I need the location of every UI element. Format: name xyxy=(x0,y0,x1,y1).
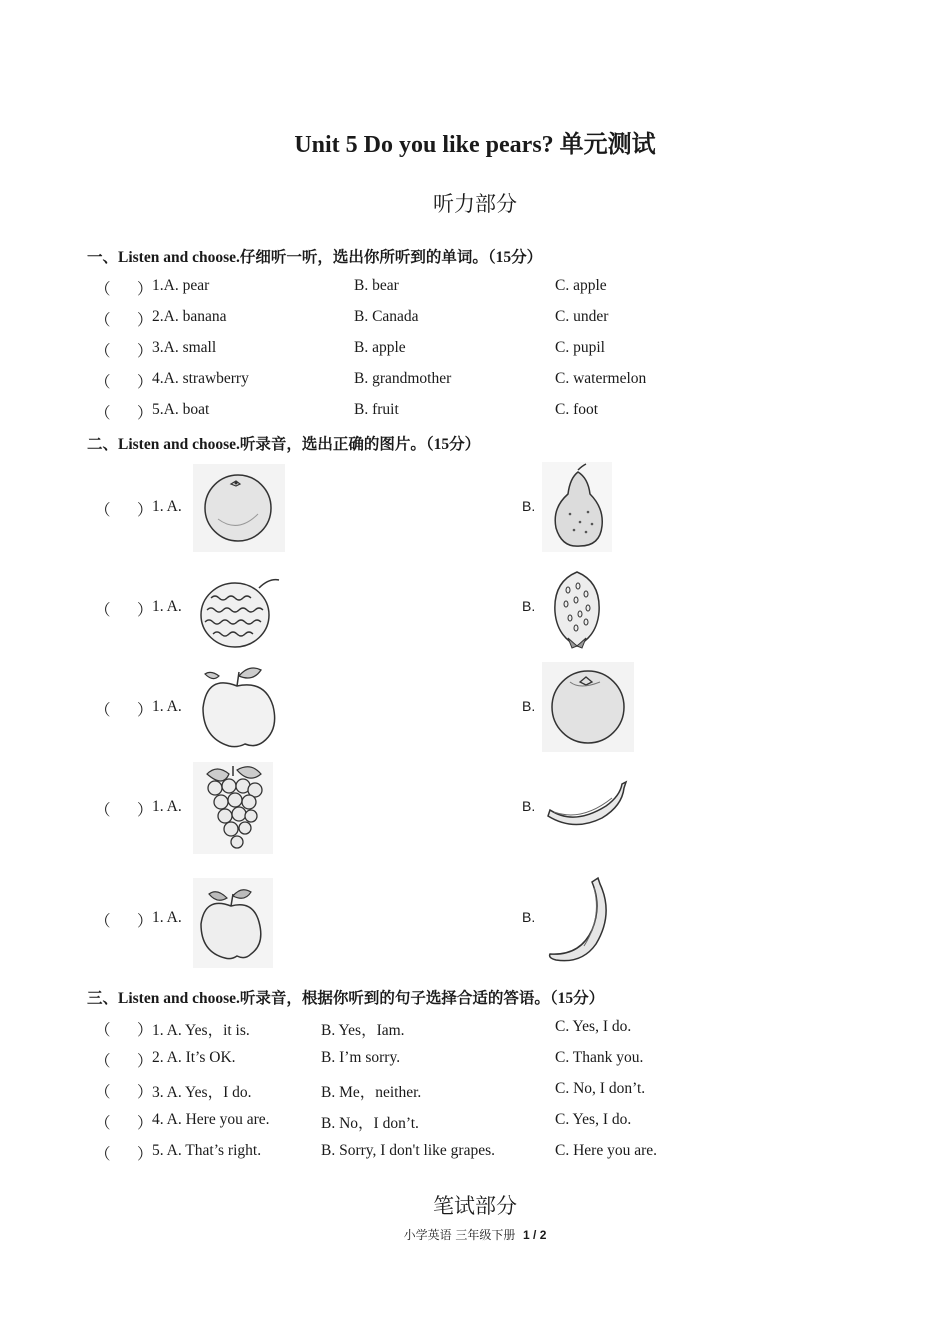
answer-blank-close: ） xyxy=(137,802,153,819)
option-a: 1.A. pear xyxy=(152,277,210,294)
part1-heading: 一、Listen and choose.仔细听一听，选出你所听到的单词。（15分） xyxy=(87,249,543,266)
option-c: C. Thank you. xyxy=(555,1049,644,1066)
part2-heading: 二、Listen and choose.听录音，选出正确的图片。（15分） xyxy=(87,436,481,453)
banana-icon xyxy=(542,776,632,836)
option-a-label: 1. A. xyxy=(152,598,182,615)
answer-blank-close: ） xyxy=(137,1022,153,1039)
answer-blank-close: ） xyxy=(137,602,153,619)
answer-blank-open: （ xyxy=(95,1146,111,1163)
answer-blank-close: ） xyxy=(137,281,153,298)
option-c: C. pupil xyxy=(555,339,605,356)
answer-blank-open: （ xyxy=(95,702,111,719)
option-b: B. No，I don’t. xyxy=(321,1115,419,1132)
answer-blank-open: （ xyxy=(95,281,111,298)
option-c: C. foot xyxy=(555,401,599,418)
option-a: 4. A. Here you are. xyxy=(152,1111,270,1128)
option-b: B. I’m sorry. xyxy=(321,1049,401,1066)
page-title: Unit 5 Do you like pears? 单元测试 xyxy=(294,132,656,158)
part2-question-2 xyxy=(95,562,795,662)
answer-blank-open: （ xyxy=(95,802,111,819)
listening-section-title: 听力部分 xyxy=(433,192,517,216)
part2-question-4 xyxy=(95,762,795,862)
footer-text: 小学英语 三年级下册 xyxy=(403,1228,516,1242)
option-b: B. Yes，Iam. xyxy=(321,1022,405,1039)
option-c: C. Here you are. xyxy=(555,1142,657,1159)
option-a-label: 1. A. xyxy=(152,698,182,715)
answer-blank-open: （ xyxy=(95,374,111,391)
answer-blank-close: ） xyxy=(137,502,153,519)
option-b-label: B. xyxy=(522,498,536,514)
option-a: 5. A. That’s right. xyxy=(152,1142,262,1159)
option-b: B. Me，neither. xyxy=(321,1084,422,1101)
option-a: 5.A. boat xyxy=(152,401,210,418)
strawberry-icon xyxy=(542,566,612,652)
option-a: 2.A. banana xyxy=(152,308,227,325)
option-b: B. apple xyxy=(354,339,406,356)
option-b-label: B. xyxy=(522,909,536,925)
option-b: B. Sorry, I don't like grapes. xyxy=(321,1142,495,1159)
option-c: C. under xyxy=(555,308,609,325)
written-section-title: 笔试部分 xyxy=(433,1194,517,1218)
answer-blank-open: （ xyxy=(95,502,111,519)
part3-heading: 三、Listen and choose.听录音，根据你听到的句子选择合适的答语。（15分） xyxy=(87,990,605,1007)
answer-blank-open: （ xyxy=(95,602,111,619)
option-b: B. fruit xyxy=(354,401,399,418)
option-a: 1. A. Yes，it is. xyxy=(152,1022,250,1039)
apple-icon xyxy=(193,878,273,968)
apple-icon xyxy=(193,664,285,754)
option-a: 2. A. It’s OK. xyxy=(152,1049,236,1066)
orange-icon xyxy=(193,464,285,552)
option-a: 3. A. Yes，I do. xyxy=(152,1084,252,1101)
option-c: C. Yes, I do. xyxy=(555,1111,632,1128)
answer-blank-close: ） xyxy=(137,913,153,930)
option-b: B. Canada xyxy=(354,308,419,325)
answer-blank-close: ） xyxy=(137,405,153,422)
page-number: 1 / 2 xyxy=(523,1228,547,1242)
grapes-icon xyxy=(193,762,273,854)
answer-blank-close: ） xyxy=(137,1146,153,1163)
answer-blank-open: （ xyxy=(95,1084,111,1101)
orange-icon xyxy=(542,662,634,752)
answer-blank-close: ） xyxy=(137,1053,153,1070)
answer-blank-open: （ xyxy=(95,405,111,422)
answer-blank-close: ） xyxy=(137,702,153,719)
answer-blank-open: （ xyxy=(95,312,111,329)
option-a: 3.A. small xyxy=(152,339,217,356)
option-a-label: 1. A. xyxy=(152,909,182,926)
answer-blank-close: ） xyxy=(137,343,153,360)
answer-blank-close: ） xyxy=(137,1115,153,1132)
answer-blank-open: （ xyxy=(95,343,111,360)
page-footer xyxy=(0,1226,950,1243)
banana-icon xyxy=(542,874,622,966)
option-b-label: B. xyxy=(522,698,536,714)
option-b: B. grandmother xyxy=(354,370,452,387)
option-a-label: 1. A. xyxy=(152,498,182,515)
watermelon-icon xyxy=(193,570,285,654)
pear-icon xyxy=(542,462,612,552)
option-c: C. apple xyxy=(555,277,607,294)
answer-blank-open: （ xyxy=(95,1022,111,1039)
option-b: B. bear xyxy=(354,277,399,294)
part2-question-5 xyxy=(95,862,795,962)
option-c: C. No, I don’t. xyxy=(555,1080,646,1097)
answer-blank-open: （ xyxy=(95,1053,111,1070)
answer-blank-open: （ xyxy=(95,913,111,930)
answer-blank-close: ） xyxy=(137,1084,153,1101)
option-b-label: B. xyxy=(522,798,536,814)
part2-question-1 xyxy=(95,462,795,562)
answer-blank-close: ） xyxy=(137,312,153,329)
option-a-label: 1. A. xyxy=(152,798,182,815)
option-c: C. watermelon xyxy=(555,370,647,387)
part2-question-3 xyxy=(95,662,795,762)
option-b-label: B. xyxy=(522,598,536,614)
option-a: 4.A. strawberry xyxy=(152,370,249,387)
option-c: C. Yes, I do. xyxy=(555,1018,632,1035)
answer-blank-close: ） xyxy=(137,374,153,391)
answer-blank-open: （ xyxy=(95,1115,111,1132)
